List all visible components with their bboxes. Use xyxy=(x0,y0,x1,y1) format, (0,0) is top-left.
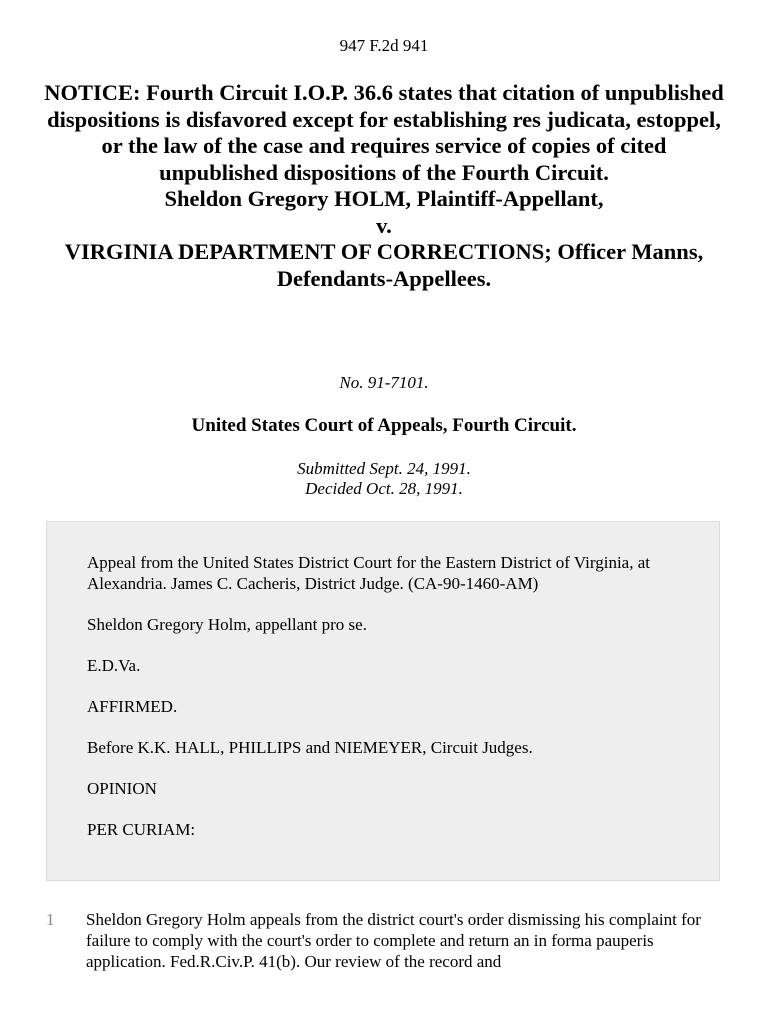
case-dates xyxy=(0,459,768,499)
notice-text: NOTICE: Fourth Circuit I.O.P. 36.6 states that citation of unpublished dispositions is disfavored except for establishing res judicata, estoppel, or the law of the case and requires service of copies of cited unpublished dispositions of the Fourth Circuit. xyxy=(44,80,724,185)
case-title xyxy=(40,80,728,292)
appeal-from-text: Appeal from the United States District Court for the Eastern District of Virginia, at Alexandria. James C. Cacheris, District Judge. (CA-90-1460-AM) xyxy=(87,553,651,593)
versus-text: v. xyxy=(376,212,392,238)
headnote-content xyxy=(87,552,687,860)
defendant-role: Defendants-Appellees. xyxy=(276,265,492,291)
per-curiam-label: PER CURIAM: xyxy=(87,820,196,839)
disposition-text: AFFIRMED. xyxy=(87,697,178,716)
paragraph-number: 1 xyxy=(46,910,55,929)
defendant-name: VIRGINIA DEPARTMENT OF CORRECTIONS; Officer Manns, xyxy=(64,239,704,264)
lower-court-text: E.D.Va. xyxy=(87,656,141,675)
decided-date: Decided Oct. 28, 1991. xyxy=(305,479,463,498)
case-citation: 947 F.2d 941 xyxy=(339,36,429,55)
panel-text: Before K.K. HALL, PHILLIPS and NIEMEYER, Circuit Judges. xyxy=(87,738,533,757)
docket-number: No. 91-7101. xyxy=(339,373,429,392)
opinion-label: OPINION xyxy=(87,779,157,798)
counsel-text: Sheldon Gregory Holm, appellant pro se. xyxy=(87,615,367,634)
plaintiff-name: Sheldon Gregory HOLM, Plaintiff-Appellant, xyxy=(164,186,604,211)
submitted-date: Submitted Sept. 24, 1991. xyxy=(297,459,471,478)
headnote-box xyxy=(46,521,720,881)
paragraph-text: Sheldon Gregory Holm appeals from the district court's order dismissing his complaint for failure to comply with the court's order to complete and return an in forma pauperis application. Fed.R.Civ.P. 41(b). Our review of the record and xyxy=(86,910,701,971)
court-name: United States Court of Appeals, Fourth Circuit. xyxy=(191,415,577,436)
